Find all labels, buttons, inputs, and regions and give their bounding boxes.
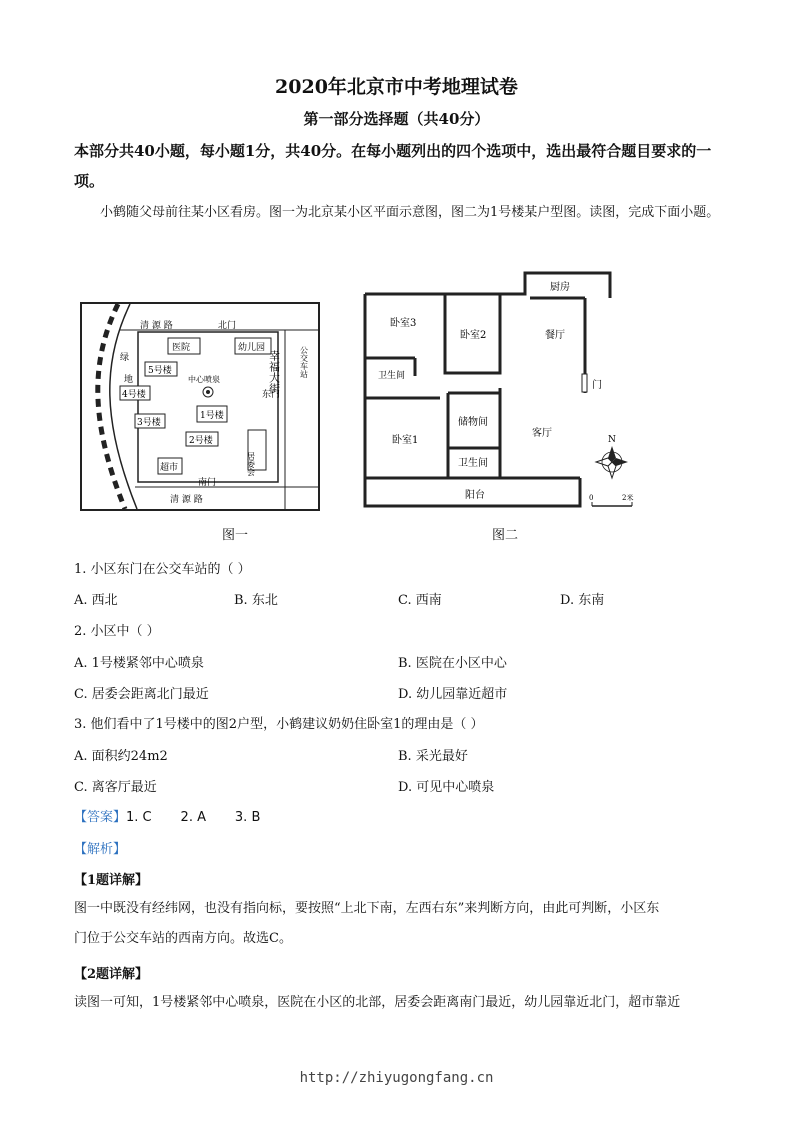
label-bed1: 卧室1 [392, 435, 419, 446]
section-subtitle: 第一部分选择题（共40分） [303, 110, 490, 128]
label-b3: 3号楼 [137, 418, 161, 428]
q3-option-a: A. 面积约24m2 [74, 749, 168, 764]
detail-1-line-2: 门位于公交车站的西南方向。故选C。 [74, 931, 292, 946]
detail-1-label: 【1题详解】 [74, 873, 149, 888]
figure1-map [80, 302, 320, 512]
label-door: 门 [592, 380, 602, 391]
question-3-stem: 3. 他们看中了1号楼中的图2户型，小鹤建议奶奶住卧室1的理由是（ ） [74, 717, 484, 732]
label-north: N [608, 435, 616, 445]
label-wc1: 卫生间 [378, 371, 406, 381]
detail-1-line-1: 图一中既没有经纬网，也没有指向标，要按照“上北下南，左西右东”来判断方向，由此可判断，小区东 [74, 901, 660, 916]
detail-2-line-1: 读图一可知，1号楼紧邻中心喷泉，医院在小区的北部，居委会距离南门最近，幼儿园靠近北门，超市靠近 [74, 995, 681, 1010]
label-committee: 居委会 [246, 452, 256, 476]
detail-2-label: 【2题详解】 [74, 967, 149, 982]
label-south-gate: 南门 [198, 478, 217, 488]
q1-option-a: A. 西北 [74, 593, 118, 608]
label-market: 超市 [160, 463, 179, 473]
label-scale-zero: 0 [589, 494, 594, 502]
q3-option-b: B. 采光最好 [398, 749, 468, 764]
q2-option-a: A. 1号楼紧邻中心喷泉 [74, 656, 204, 671]
answer-values: 1. C 2. A 3. B [126, 810, 261, 825]
q1-option-b: B. 东北 [234, 593, 278, 608]
label-dining: 餐厅 [545, 330, 565, 341]
label-east-gate: 东门 [262, 390, 281, 400]
label-b4: 4号楼 [122, 390, 146, 400]
q3-option-c: C. 离客厅最近 [74, 780, 157, 795]
page-title: 2020年北京市中考地理试卷 [275, 76, 518, 98]
label-wc2: 卫生间 [458, 458, 488, 469]
question-2-stem: 2. 小区中（ ） [74, 624, 160, 639]
label-b1: 1号楼 [200, 411, 224, 421]
footer-url[interactable]: http://zhiyugongfang.cn [299, 1070, 494, 1086]
figure2-caption: 图二 [492, 528, 519, 543]
label-living: 客厅 [532, 428, 552, 439]
answer-line [74, 806, 260, 825]
label-storage: 储物间 [458, 417, 488, 428]
label-balcony: 阳台 [465, 490, 485, 501]
instructions: 本部分共40小题，每小题1分，共40分。在每小题列出的四个选项中，选出最符合题目要求的一项。 [74, 142, 712, 190]
answer-label: 【答案】 [74, 810, 127, 825]
label-hospital: 医院 [172, 343, 191, 353]
label-south-road: 清 源 路 [170, 495, 203, 505]
compass-icon [596, 446, 628, 478]
label-bed2: 卧室2 [460, 330, 487, 341]
label-b2: 2号楼 [189, 436, 213, 446]
intro-paragraph: 小鹤随父母前往某小区看房。图一为北京某小区平面示意图，图二为1号楼某户型图。读图，完成下面小题。 [100, 205, 720, 220]
label-di: 地 [124, 375, 134, 385]
question-1-stem: 1. 小区东门在公交车站的（ ） [74, 562, 251, 577]
q1-option-d: D. 东南 [560, 593, 605, 608]
label-bed3: 卧室3 [390, 318, 417, 329]
label-north-gate: 北门 [218, 321, 237, 331]
label-kitchen: 厨房 [550, 282, 570, 293]
q2-option-b: B. 医院在小区中心 [398, 656, 507, 671]
q1-option-c: C. 西南 [398, 593, 442, 608]
figure1-caption: 图一 [222, 528, 249, 543]
q2-option-c: C. 居委会距离北门最近 [74, 687, 209, 702]
label-street: 幸福大街 [267, 350, 281, 394]
analysis-label: 【解析】 [74, 842, 127, 857]
label-fountain: 中心喷泉 [188, 375, 220, 384]
q2-option-d: D. 幼儿园靠近超市 [398, 687, 508, 702]
figure2-floorplan [360, 268, 650, 513]
label-north-road: 清 源 路 [140, 321, 173, 331]
label-green: 绿 [120, 353, 130, 363]
q3-option-d: D. 可见中心喷泉 [398, 780, 495, 795]
label-bus: 公交车站 [299, 346, 309, 378]
label-scale-end: 2米 [622, 494, 634, 502]
label-kindergarten: 幼儿园 [238, 343, 266, 353]
label-b5: 5号楼 [148, 366, 172, 376]
